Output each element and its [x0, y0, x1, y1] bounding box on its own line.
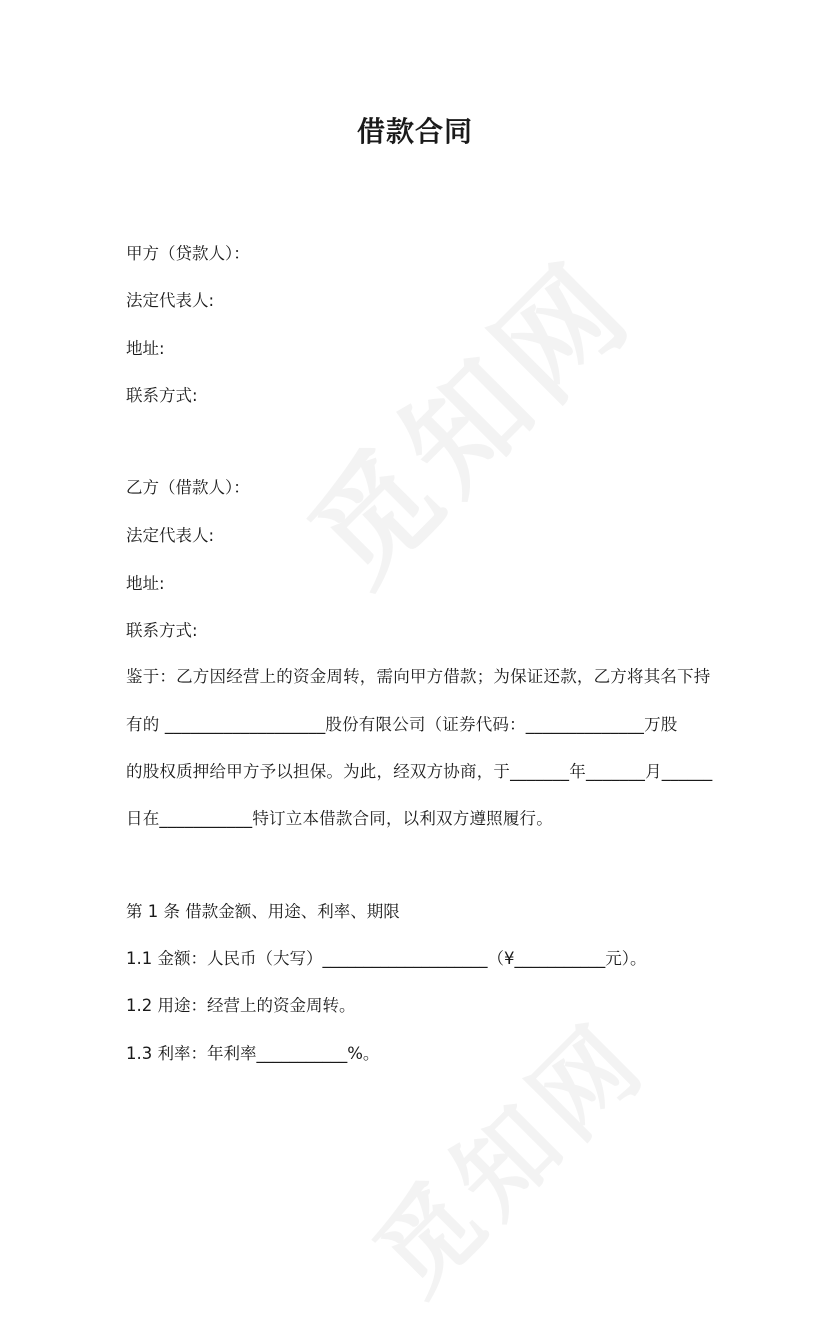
article-1-item-2: 1.2 用途：经营上的资金周转。: [126, 996, 356, 1015]
party-a-address: 地址:: [126, 339, 165, 358]
watermark: 觅知网: [285, 236, 660, 611]
party-b-representative: 法定代表人:: [126, 526, 215, 545]
preamble-line-2: 有的 ___________________股份有限公司（证券代码：______________万股: [126, 715, 678, 734]
party-a-contact: 联系方式:: [126, 386, 198, 405]
preamble-line-4: 日在___________特订立本借款合同，以利双方遵照履行。: [126, 809, 553, 828]
article-1-item-1: 1.1 金额：人民币（大写）____________________（¥___________元）。: [126, 949, 647, 968]
party-b-address: 地址:: [126, 574, 165, 593]
article-1-item-3: 1.3 利率：年利率___________%。: [126, 1044, 380, 1063]
party-a-heading: 甲方（贷款人）：: [126, 244, 250, 263]
article-1-heading: 第 1 条 借款金额、用途、利率、期限: [126, 902, 400, 921]
document-title: 借款合同: [356, 115, 473, 148]
party-a-representative: 法定代表人:: [126, 291, 215, 310]
preamble-line-3: 的股权质押给甲方予以担保。为此，经双方协商，于_______年_______月______: [126, 762, 713, 781]
party-b-contact: 联系方式:: [126, 621, 198, 640]
party-b-heading: 乙方（借款人）：: [126, 478, 250, 497]
watermark-bottom: 觅知网: [352, 999, 670, 1317]
preamble-line-1: 鉴于：乙方因经营上的资金周转，需向甲方借款；为保证还款，乙方将其名下持: [126, 667, 711, 686]
